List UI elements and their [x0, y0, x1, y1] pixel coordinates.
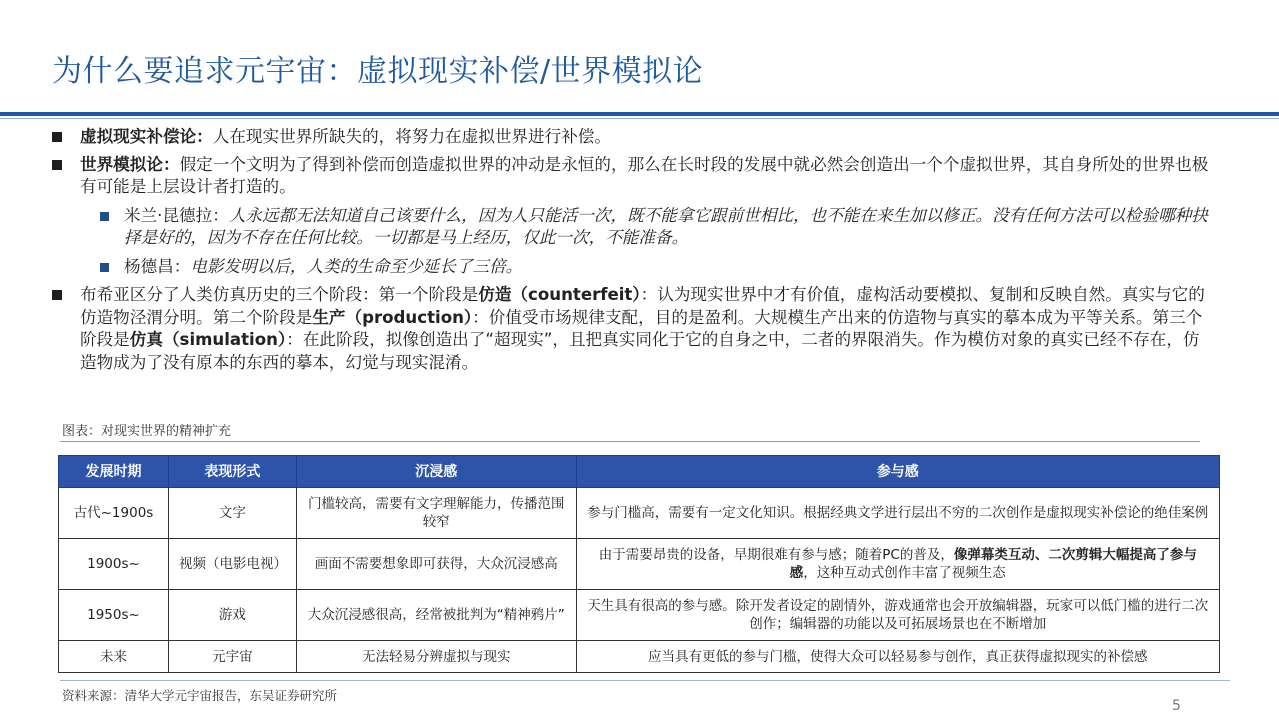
cell-form: 视频（电影电视）	[168, 539, 296, 590]
square-bullet-icon	[52, 290, 62, 300]
stage-production: 生产（production）	[312, 307, 473, 327]
cell-participation: 天生具有很高的参与感。除开发者设定的剧情外，游戏通常也会开放编辑器，玩家可以低门槛的进行二次创作；编辑器的功能以及可拓展场景也在不断增加	[576, 590, 1219, 641]
sub-bullet-kundera	[100, 205, 1212, 250]
cell-period: 未来	[59, 641, 169, 673]
quote-text: 电影发明以后，人类的生命至少延长了三倍。	[190, 256, 523, 276]
title-divider-thin	[0, 118, 1279, 119]
bullet-text: 假定一个文明为了得到补偿而创造虚拟世界的冲动是永恒的，那么在长时段的发展中就必然会创造出一个个虚拟世界，其自身所处的世界也极有可能是上层设计者打造的。	[80, 154, 1209, 196]
participation-highlight: 像弹幕类互动、二次剪辑大幅提高了参与感	[789, 547, 1197, 581]
figure-label: 图表：对现实世界的精神扩充	[62, 424, 232, 439]
quote-author: 米兰·昆德拉：	[124, 205, 229, 225]
bullet-text: 布希亚区分了人类仿真历史的三个阶段：第一个阶段是	[80, 285, 479, 304]
square-bullet-icon	[52, 132, 62, 142]
table-header-row	[59, 456, 1220, 488]
figure-divider	[60, 441, 1200, 442]
cell-participation	[576, 539, 1219, 590]
cell-immersion: 画面不需要想象即可获得，大众沉浸感高	[296, 539, 576, 590]
cell-immersion: 门槛较高，需要有文字理解能力，传播范围较窄	[296, 488, 576, 539]
bullet-text: ：价值受市场规律支配，目的是盈利。大规模生产出来的仿造物与真实的摹本成为平等关系。第三个阶段是	[80, 307, 1203, 349]
sub-bullet-yang	[100, 256, 1212, 279]
cell-immersion: 大众沉浸感很高，经常被批判为“精神鸦片”	[296, 590, 576, 641]
header-participation: 参与感	[576, 456, 1219, 488]
cell-participation: 应当具有更低的参与门槛，使得大众可以轻易参与创作，真正获得虚拟现实的补偿感	[576, 641, 1219, 673]
bullet-heading: 虚拟现实补偿论：	[80, 127, 213, 146]
bullet-baudrillard	[52, 284, 1212, 374]
bullet-simulation	[52, 154, 1212, 199]
quote-text: 人永远都无法知道自己该要什么，因为人只能活一次，既不能拿它跟前世相比，也不能在来生加以修正。没有任何方法可以检验哪种抉择是好的，因为不存在任何比较。一切都是马上经历，仅此一次，不能准备。	[124, 205, 1208, 247]
bullet-text: ：在此阶段，拟像创造出了“超现实”，且把真实同化于它的自身之中，二者的界限消失。作为模仿对象的真实已经不存在，仿造物成为了没有原本的东西的摹本，幻觉与现实混淆。	[80, 330, 1200, 372]
bullet-heading: 世界模拟论：	[80, 154, 180, 174]
bullet-text: 人在现实世界所缺失的，将努力在虚拟世界进行补偿。	[212, 127, 611, 146]
bullet-compensation	[52, 126, 1212, 149]
cell-period: 1950s~	[59, 590, 169, 641]
quote-author: 杨德昌：	[124, 256, 191, 276]
source-divider	[60, 680, 1230, 681]
cell-period: 古代~1900s	[59, 488, 169, 539]
table-row	[59, 590, 1220, 641]
table-row	[59, 641, 1220, 673]
header-form: 表现形式	[168, 456, 296, 488]
title-divider	[0, 112, 1279, 116]
cell-period: 1900s~	[59, 539, 169, 590]
cell-immersion: 无法轻易分辨虚拟与现实	[296, 641, 576, 673]
table-row	[59, 539, 1220, 590]
header-period: 发展时期	[59, 456, 169, 488]
table-row	[59, 488, 1220, 539]
cell-participation: 参与门槛高，需要有一定文化知识。根据经典文学进行层出不穷的二次创作是虚拟现实补偿论的绝佳案例	[576, 488, 1219, 539]
page-title: 为什么要追求元宇宙：虚拟现实补偿/世界模拟论	[52, 54, 704, 89]
stage-counterfeit: 仿造（counterfeit）	[478, 285, 641, 304]
page-number: 5	[1172, 698, 1181, 714]
cell-form: 文字	[168, 488, 296, 539]
square-bullet-icon	[100, 263, 109, 272]
participation-text: ，这种互动式创作丰富了视频生态	[803, 565, 1006, 581]
source-note: 资料来源：清华大学元宇宙报告，东吴证券研究所	[62, 688, 338, 703]
cell-form: 游戏	[168, 590, 296, 641]
square-bullet-icon	[52, 160, 62, 170]
square-bullet-icon	[100, 212, 109, 221]
cell-form: 元宇宙	[168, 641, 296, 673]
bullet-list	[52, 126, 1212, 379]
stage-simulation: 仿真（simulation）	[129, 330, 287, 349]
comparison-table	[58, 455, 1220, 673]
participation-text: 由于需要昂贵的设备，早期很难有参与感；随着PC的普及，	[598, 547, 954, 563]
bullet-text: ：认为现实世界中才有价值，虚构活动要模拟、复制和反映自然。真实与它的仿造物泾渭分明。第二个阶段是	[80, 285, 1205, 327]
header-immersion: 沉浸感	[296, 456, 576, 488]
